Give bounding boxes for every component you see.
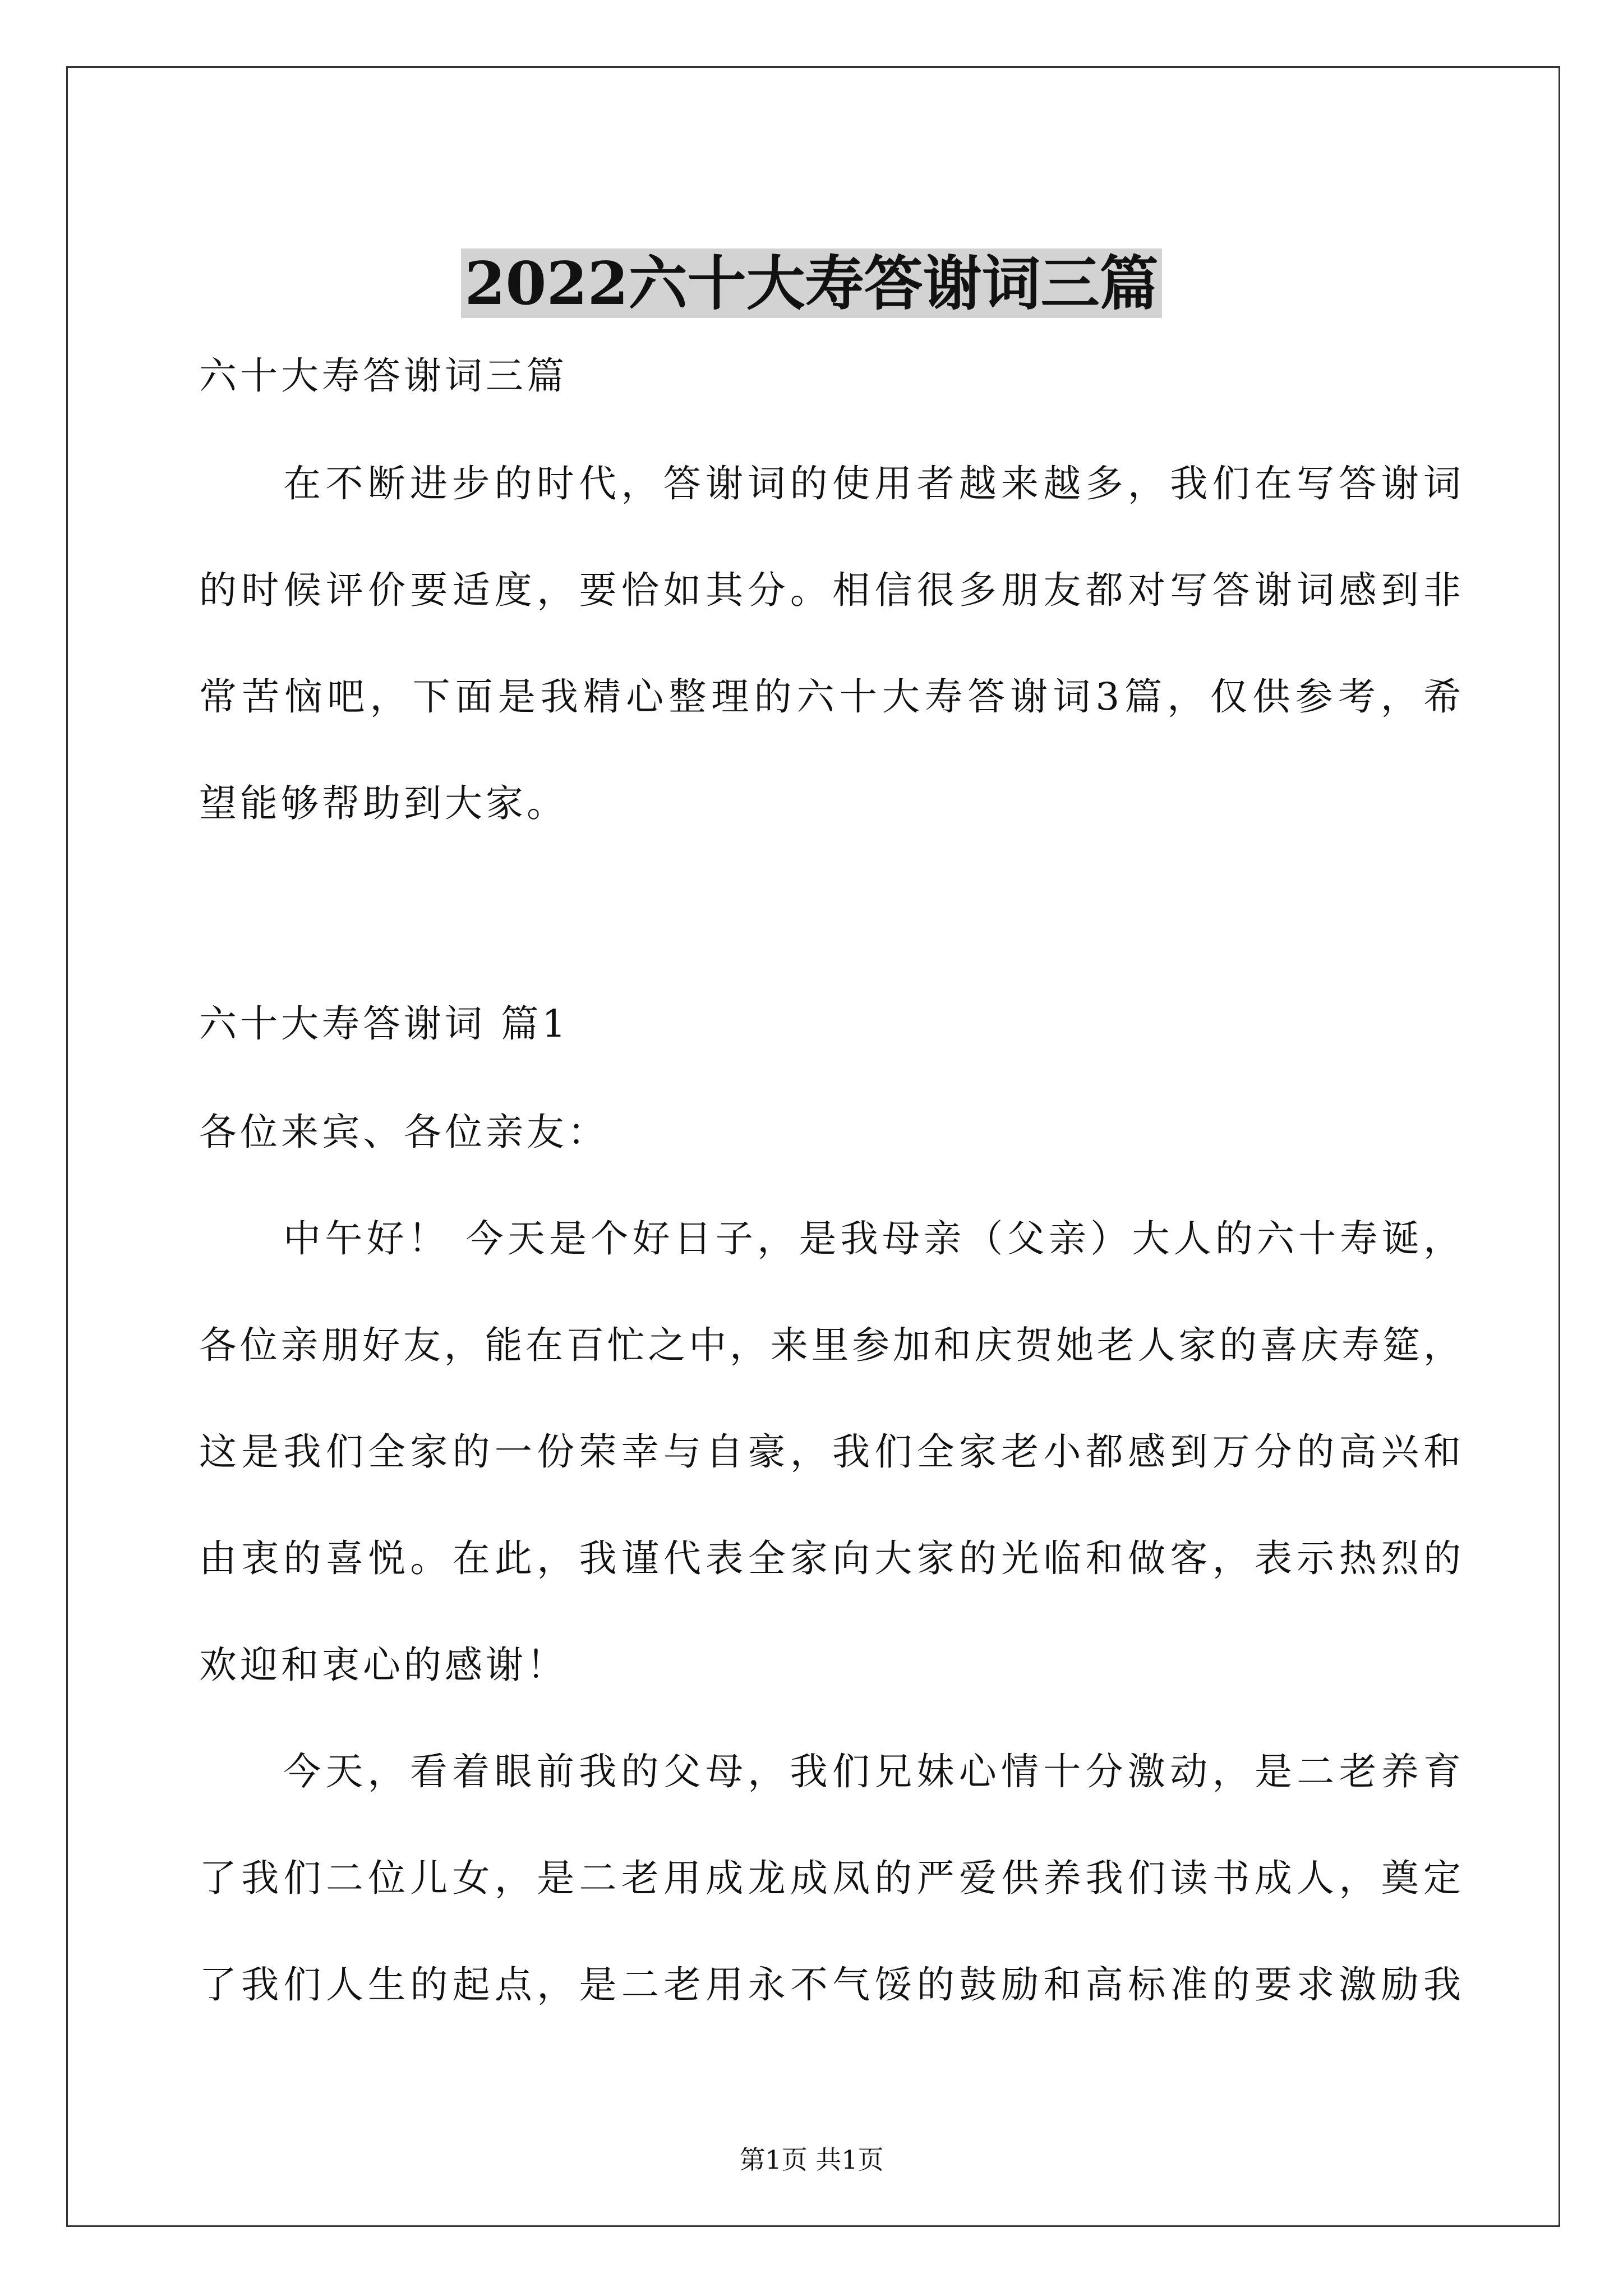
- paragraph-line: 由衷的喜悦。在此，我谨代表全家向大家的光临和做客，表示热烈的: [199, 1536, 1461, 1580]
- paragraph-line: 在不断进步的时代，答谢词的使用者越来越多，我们在写答谢词: [283, 462, 1461, 505]
- paragraph-line: 欢迎和衷心的感谢！: [199, 1643, 568, 1687]
- paragraph-line: 的时候评价要适度，要恰如其分。相信很多朋友都对写答谢词感到非: [199, 568, 1461, 612]
- paragraph-line: 中午好！ 今天是个好日子，是我母亲（父亲）大人的六十寿诞，: [283, 1217, 1461, 1260]
- salutation: 各位来宾、各位亲友：: [199, 1110, 608, 1154]
- paragraph-line: 望能够帮助到大家。: [199, 781, 568, 825]
- paragraph-line: 了我们人生的起点，是二老用永不气馁的鼓励和高标准的要求激励我: [199, 1963, 1461, 2007]
- paragraph-line: 这是我们全家的一份荣幸与自豪，我们全家老小都感到万分的高兴和: [199, 1430, 1461, 1474]
- section-heading: 六十大寿答谢词 篇1: [199, 1002, 569, 1046]
- intro-heading: 六十大寿答谢词三篇: [199, 354, 568, 398]
- document-title: 2022六十大寿答谢词三篇: [0, 241, 1623, 325]
- paragraph-line: 了我们二位儿女，是二老用成龙成凤的严爱供养我们读书成人，奠定: [199, 1856, 1461, 1900]
- page-footer: 第1页 共1页: [739, 2145, 884, 2175]
- paragraph-line: 常苦恼吧，下面是我精心整理的六十大寿答谢词3篇，仅供参考，希: [199, 675, 1461, 719]
- paragraph-line: 今天，看着眼前我的父母，我们兄妹心情十分激动，是二老养育: [283, 1750, 1461, 1793]
- paragraph-line: 各位亲朋好友，能在百忙之中，来里参加和庆贺她老人家的喜庆寿筵，: [199, 1323, 1461, 1367]
